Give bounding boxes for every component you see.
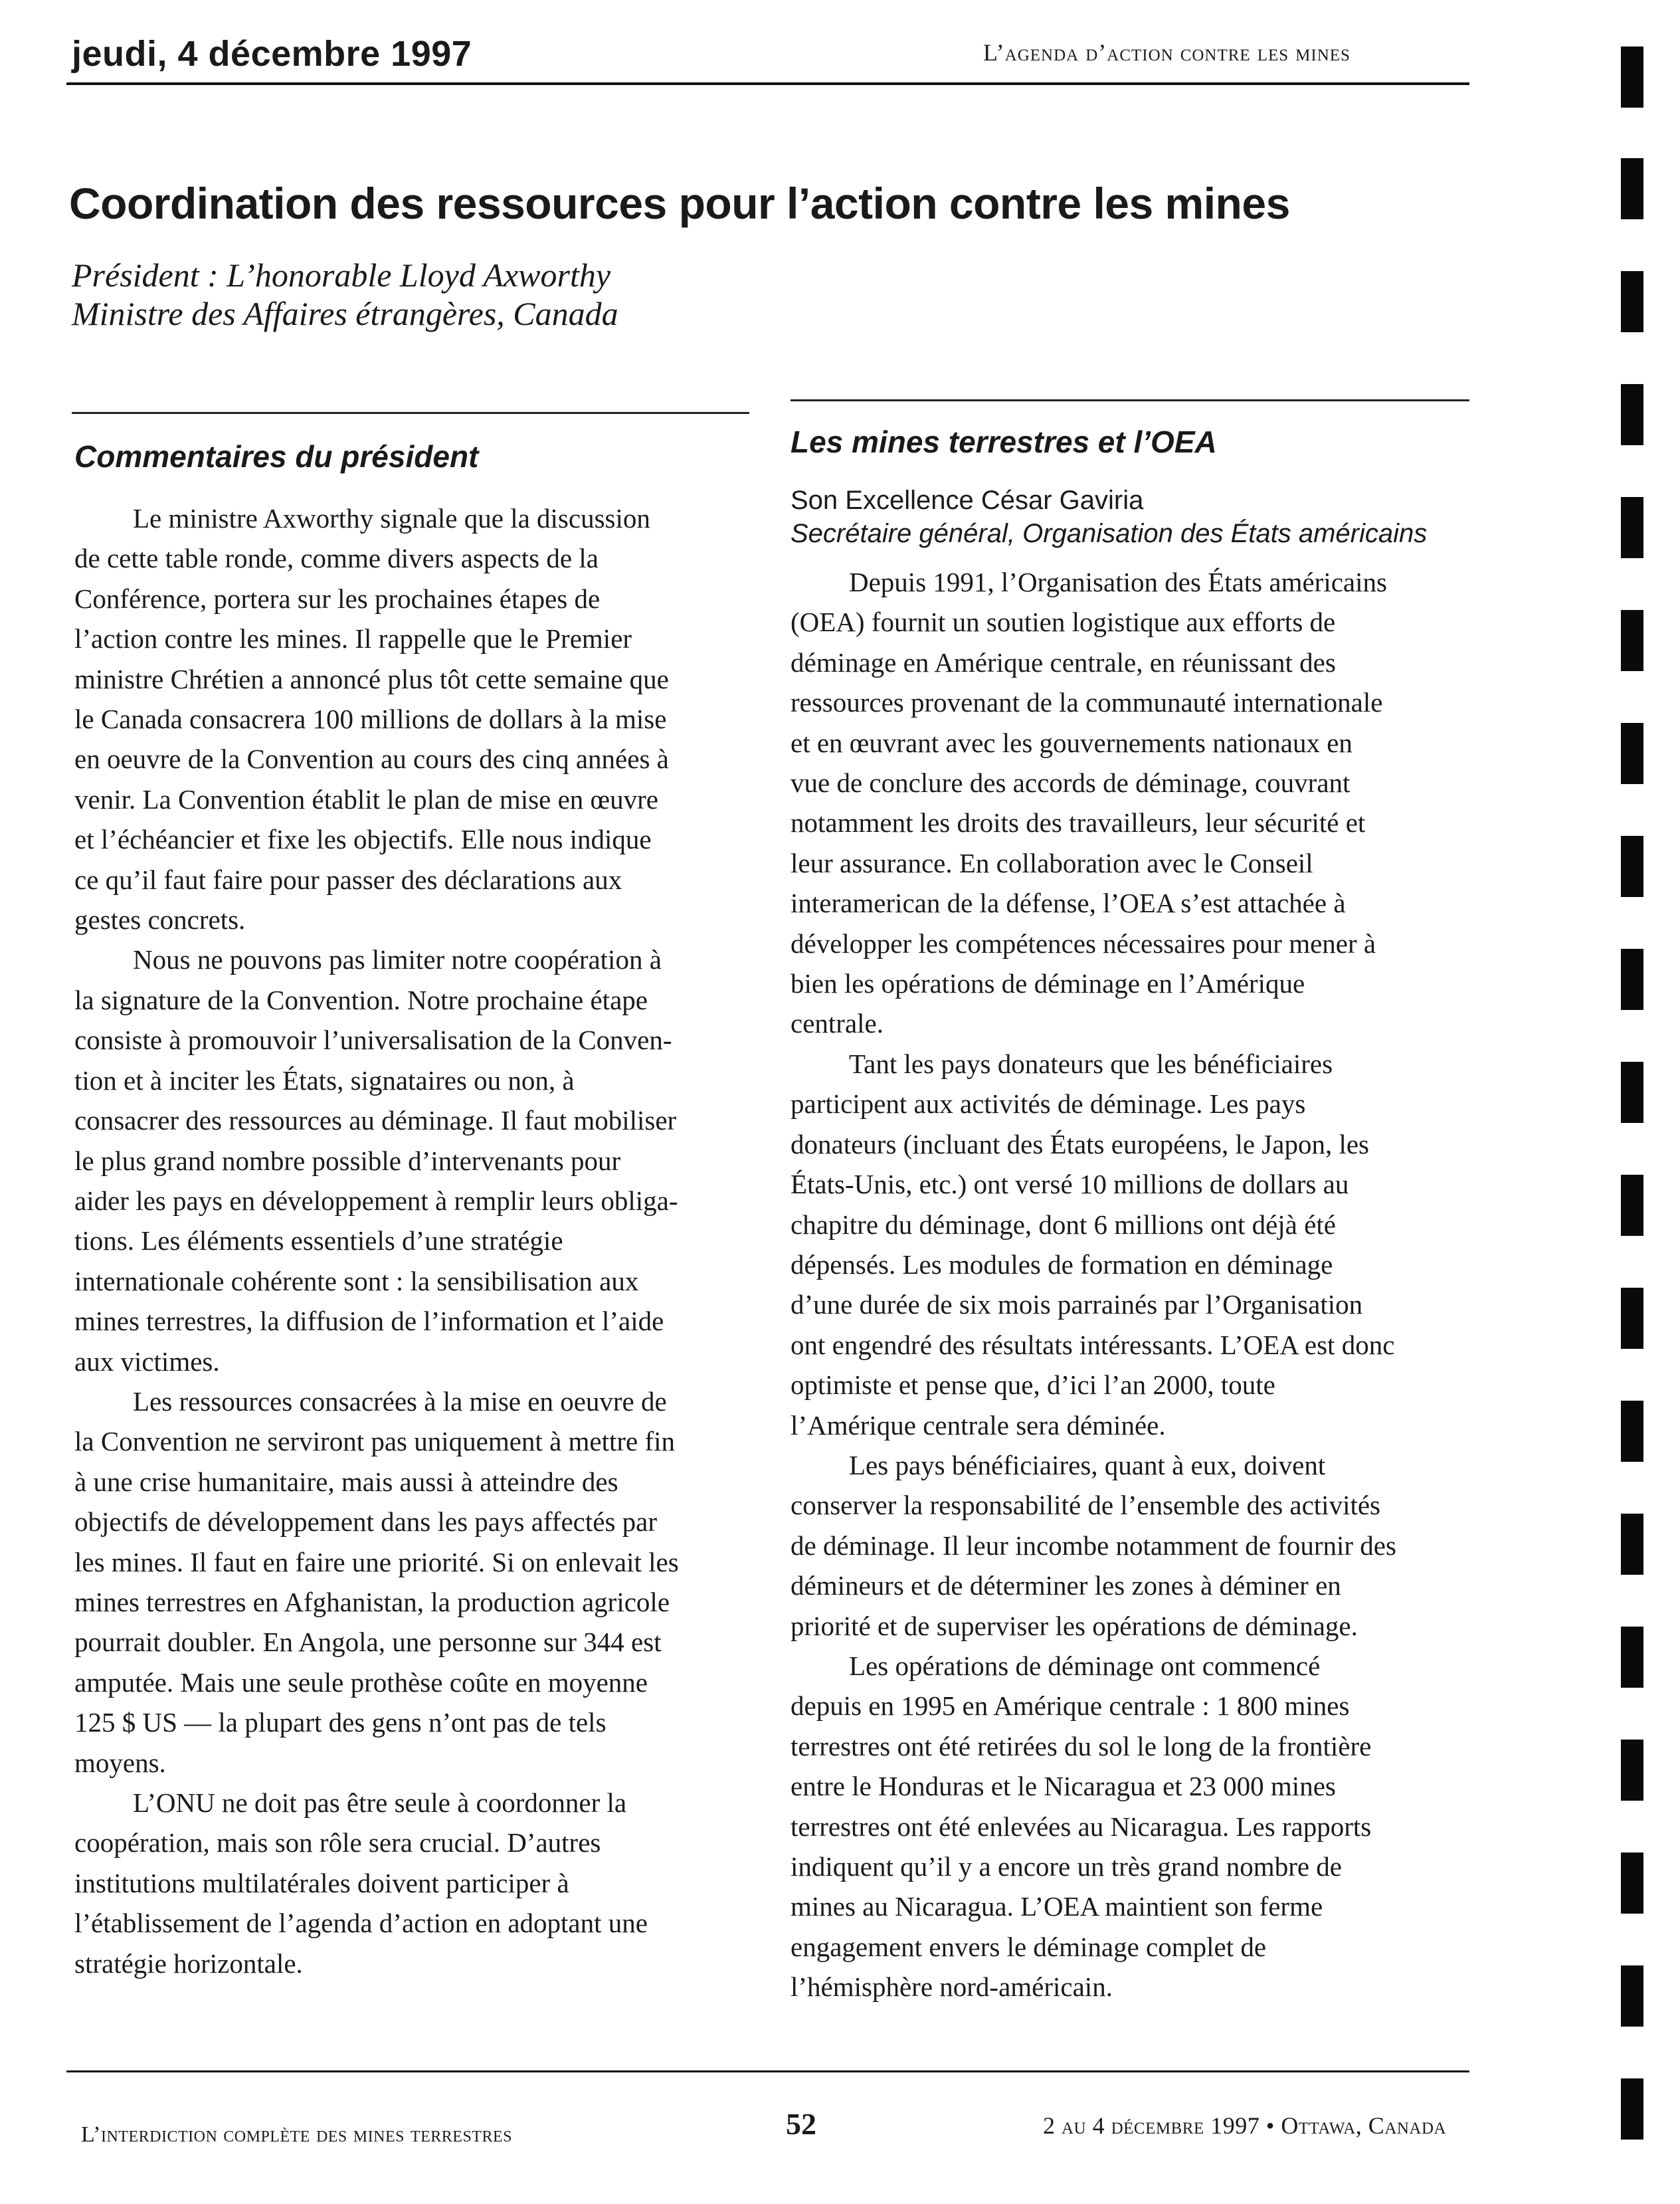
binder-mark — [1621, 1062, 1643, 1123]
binder-mark — [1621, 2078, 1643, 2140]
speaker-block — [791, 484, 1427, 550]
footer-publication: L’interdiction complète des mines terrestres — [81, 2122, 512, 2147]
footer-date-location: 2 au 4 décembre 1997 • Ottawa, Canada — [1043, 2112, 1447, 2139]
paragraph: L’ONU ne doit pas être seule à coordonner la coopération, mais son rôle sera crucial. D’autres institutions multilatérales doivent participer à l’établissement de l’agenda d’action en adoptant une stratégie horizontale. — [74, 1787, 648, 1979]
binder-mark — [1621, 1288, 1643, 1349]
paragraph: Nous ne pouvons pas limiter notre coopération à la signature de la Convention. Notre prochaine étape consiste à promouvoir l’universalisation de la Conven- tion et à inciter les États, signataires ou non, à consacrer des ressources au déminage. Il faut mobiliser le plus grand nombre possible d’intervenants pour aider les pays en développement à remplir leurs obliga- tions. Les éléments essentiels d’une stratégie internationale cohérente sont : la sensibilisation aux mines terrestres, la diffusion de l’information et l’aide aux victimes. — [74, 944, 678, 1377]
binder-mark — [1621, 1740, 1643, 1801]
page-number: 52 — [786, 2107, 816, 2141]
binder-mark — [1621, 1401, 1643, 1462]
speaker-name: Son Excellence César Gaviria — [791, 486, 1144, 515]
page-title: Coordination des ressources pour l’action contre les mines — [69, 179, 1290, 228]
paragraph: Les pays bénéficiaires, quant à eux, doivent conserver la responsabilité de l’ensemble des activités de déminage. Il leur incombe notamment de fournir des démineurs et de déterminer les zones à déminer en priorité et de superviser les opérations de déminage. — [791, 1449, 1396, 1641]
left-section-heading: Commentaires du président — [74, 439, 479, 474]
left-column-body — [74, 498, 765, 1983]
header-date: jeudi, 4 décembre 1997 — [72, 34, 472, 74]
binder-mark — [1621, 158, 1643, 219]
binder-mark — [1621, 836, 1643, 897]
left-column-rule — [72, 412, 749, 414]
binder-mark — [1621, 610, 1643, 671]
binder-mark — [1621, 271, 1643, 332]
speaker-role: Secrétaire général, Organisation des États américains — [791, 519, 1428, 548]
paragraph: Les ressources consacrées à la mise en oeuvre de la Convention ne serviront pas uniquement à mettre fin à une crise humanitaire, mais aussi à atteindre des objectifs de développement dans les pays affectés par les mines. Il faut en faire une priorité. Si on enlevait les mines terrestres en Afghanistan, la production agricole pourrait doubler. En Angola, une personne sur 344 est amputée. Mais une seule prothèse coûte en moyenne 125 $ US — la plupart des gens n’ont pas de tels moyens. — [74, 1385, 679, 1778]
binder-mark — [1621, 47, 1643, 108]
paragraph: Tant les pays donateurs que les bénéficiaires participent aux activités de déminage. Les pays donateurs (incluant des États européens, le Japon, les États-Unis, etc.) ont versé 10 millions de dollars au chapitre du déminage, dont 6 millions ont déjà été dépensés. Les modules de formation en déminage d’une durée de six mois parrainés par l’Organisation ont engendré des résultats intéressants. L’OEA est donc optimiste et pense que, d’ici l’an 2000, toute l’Amérique centrale sera déminée. — [791, 1048, 1395, 1441]
binder-mark — [1621, 1627, 1643, 1688]
header-publication: L’agenda d’action contre les mines — [983, 39, 1351, 66]
header-rule — [66, 82, 1469, 85]
binder-mark — [1621, 723, 1643, 784]
binder-mark — [1621, 1965, 1643, 2027]
binder-mark — [1621, 949, 1643, 1010]
chair-line-1: Président : L’honorable Lloyd Axworthy — [72, 256, 611, 294]
right-column-body — [791, 562, 1481, 2007]
chair-block — [72, 256, 618, 333]
binder-mark — [1621, 384, 1643, 445]
right-column-rule — [791, 399, 1469, 401]
binder-mark — [1621, 497, 1643, 558]
chair-line-2: Ministre des Affaires étrangères, Canada — [72, 295, 618, 332]
right-section-heading: Les mines terrestres et l’OEA — [791, 425, 1217, 459]
paragraph: Les opérations de déminage ont commencé depuis en 1995 en Amérique centrale : 1 800 mines terrestres ont été retirées du sol le long de la frontière entre le Honduras et le Nicaragua et 23 000 mines terrestres ont été enlevées au Nicaragua. Les rapports indiquent qu’il y a encore un très grand nombre de mines au Nicaragua. L’OEA maintient son ferme engagement envers le déminage complet de l’hémisphère nord-américain. — [791, 1650, 1372, 2003]
binder-mark — [1621, 1175, 1643, 1236]
binder-mark — [1621, 1853, 1643, 1914]
paragraph: Le ministre Axworthy signale que la discussion de cette table ronde, comme divers aspects de la Conférence, portera sur les prochaines étapes de l’action contre les mines. Il rappelle que le Premier ministre Chrétien a annoncé plus tôt cette semaine que le Canada consacrera 100 millions de dollars à la mise en oeuvre de la Convention au cours des cinq années à venir. La Convention établit le plan de mise en œuvre et l’échéancier et fixe les objectifs. Elle nous indique ce qu’il faut faire pour passer des déclarations aux gestes concrets. — [74, 503, 669, 936]
binder-mark — [1621, 1514, 1643, 1575]
paragraph: Depuis 1991, l’Organisation des États américains (OEA) fournit un soutien logistique aux efforts de déminage en Amérique centrale, en réunissant des ressources provenant de la communauté internationale et en œuvrant avec les gouvernements nationaux en vue de conclure des accords de déminage, couvrant notamment les droits des travailleurs, leur sécurité et leur assurance. En collaboration avec le Conseil interamerican de la défense, l’OEA s’est attachée à développer les compétences nécessaires pour mener à bien les opérations de déminage en l’Amérique centrale. — [791, 567, 1387, 1039]
footer-rule — [66, 2070, 1469, 2072]
